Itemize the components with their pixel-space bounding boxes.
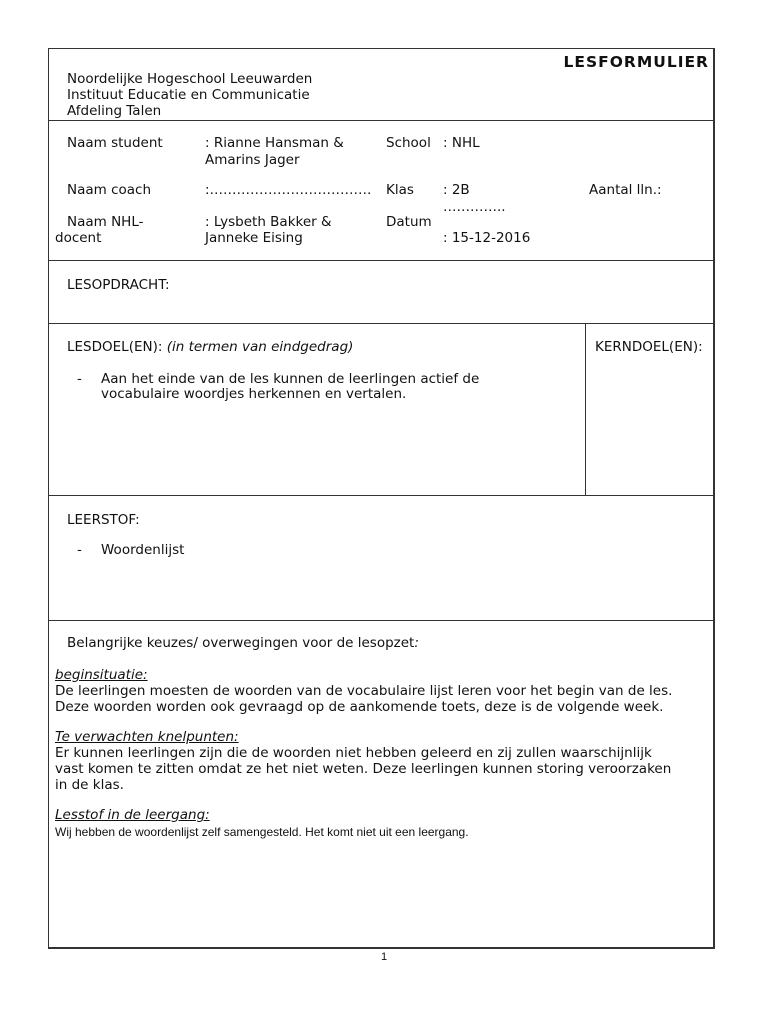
lesson-form [48, 48, 715, 949]
student-value-2: Amarins Jager [205, 152, 300, 168]
column-divider [585, 324, 586, 495]
keuzes-heading-text: Belangrijke keuzes/ overwegingen voor de lesopzet [67, 635, 415, 651]
keuzes-heading-colon: : [414, 635, 419, 651]
lesdoel-item-line-2: vocabulaire woordjes herkennen en vertalen. [101, 386, 407, 402]
lesdoel-note: (in termen van eindgedrag) [166, 339, 354, 355]
klas-value: : 2B [443, 182, 470, 198]
beginsituatie-line-1: De leerlingen moesten de woorden van de vocabulaire lijst leren voor het begin van de les. [55, 683, 673, 699]
docent-value-2: Janneke Eising [205, 230, 303, 246]
beginsituatie-label: beginsituatie: [55, 667, 148, 683]
institution-line-3: Afdeling Talen [67, 103, 162, 119]
leerstof-item: Woordenlijst [101, 542, 185, 558]
lesstof-line: Wij hebben de woordenlijst zelf samengesteld. Het komt niet uit een leergang. [55, 825, 469, 839]
beginsituatie-line-2: Deze woorden worden ook gevraagd op de aankomende toets, deze is de volgende week. [55, 699, 664, 715]
divider [49, 620, 713, 621]
aantal-value: ………….. [443, 199, 506, 215]
aantal-label: Aantal lln.: [589, 182, 662, 198]
coach-value: :……………………………… [205, 182, 372, 198]
docent-label-1: Naam NHL- [67, 214, 144, 230]
docent-label-2: docent [55, 230, 102, 246]
student-value-1: : Rianne Hansman & [205, 135, 344, 151]
knelpunten-label: Te verwachten knelpunten: [55, 729, 239, 745]
lesstof-label: Lesstof in de leergang: [55, 807, 210, 823]
divider [49, 495, 713, 496]
datum-label: Datum [386, 214, 432, 230]
leerstof-bullet: - [77, 542, 82, 558]
keuzes-heading [67, 635, 419, 651]
divider [49, 323, 713, 324]
divider [49, 260, 713, 261]
lesdoel-item-line-1: Aan het einde van de les kunnen de leerlingen actief de [101, 371, 480, 387]
lesopdracht-label: LESOPDRACHT: [67, 277, 170, 293]
school-value: : NHL [443, 135, 480, 151]
knelpunten-line-3: in de klas. [55, 777, 124, 793]
divider [49, 120, 713, 121]
lesdoel-heading [67, 339, 353, 355]
knelpunten-line-1: Er kunnen leerlingen zijn die de woorden niet hebben geleerd en zij zullen waarschijnlijk [55, 745, 652, 761]
school-label: School [386, 135, 431, 151]
knelpunten-line-2: vast komen te zitten omdat ze het niet weten. Deze leerlingen kunnen storing veroorzaken [55, 761, 672, 777]
institution-line-2: Instituut Educatie en Communicatie [67, 87, 310, 103]
page-number: 1 [380, 951, 388, 963]
lesdoel-bullet: - [77, 371, 82, 387]
kerndoel-label: KERNDOEL(EN): [595, 339, 703, 355]
student-label: Naam student [67, 135, 163, 151]
institution-line-1: Noordelijke Hogeschool Leeuwarden [67, 71, 313, 87]
form-title: LESFORMULIER [563, 53, 709, 71]
coach-label: Naam coach [67, 182, 152, 198]
klas-label: Klas [386, 182, 414, 198]
docent-value-1: : Lysbeth Bakker & [205, 214, 332, 230]
datum-value: : 15-12-2016 [443, 230, 531, 246]
lesdoel-label: LESDOEL(EN): [67, 339, 163, 355]
leerstof-label: LEERSTOF: [67, 512, 140, 528]
